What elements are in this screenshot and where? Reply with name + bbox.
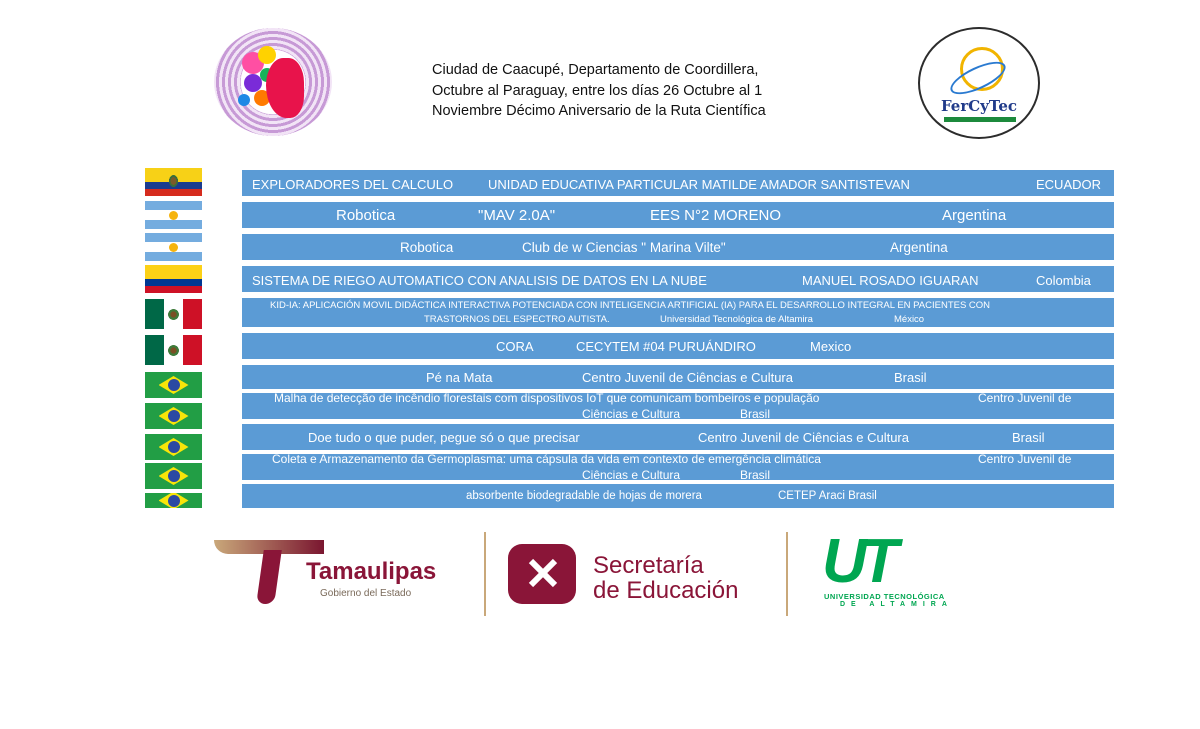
ecuador-flag-icon: [145, 168, 202, 198]
table-row: [242, 393, 1114, 421]
institution-name-continued: Ciências e Cultura: [582, 468, 681, 482]
project-name: "MAV 2.0A": [478, 207, 556, 224]
project-name: EXPLORADORES DEL CALCULO: [252, 177, 454, 192]
category-name: Robotica: [400, 240, 454, 255]
project-name: CORA: [496, 339, 534, 354]
category-name: Robotica: [336, 207, 396, 224]
institution-country: CETEP Araci Brasil: [778, 490, 877, 502]
project-name: Pé na Mata: [426, 370, 493, 385]
table-row: [242, 365, 1114, 391]
institution-name: Club de w Ciencias " Marina Vilte": [522, 240, 726, 255]
table-row: [242, 454, 1114, 482]
argentina-flag-icon: [145, 233, 202, 263]
institution-name: Centro Juvenil de Ciências e Cultura: [698, 430, 909, 445]
country-name: México: [894, 314, 925, 325]
tamaulipas-subtitle: Gobierno del Estado: [320, 588, 412, 599]
mexico-flag-icon: [145, 335, 202, 367]
institution-name: Centro Juvenil de Ciências e Cultura: [582, 370, 793, 385]
table-row: [242, 484, 1114, 510]
ut-mark: UT: [822, 527, 893, 596]
institution-name: EES N°2 MORENO: [650, 207, 782, 224]
ruta-cientifica-logo: [214, 28, 332, 136]
project-name: Doe tudo o que puder, pegue só o que precisar: [308, 430, 580, 445]
project-name: Coleta e Armazenamento da Germoplasma: uma cápsula da vida em contexto de emergência climática: [272, 452, 821, 466]
project-name-continued: TRASTORNOS DEL ESPECTRO AUTISTA.: [424, 314, 610, 325]
project-name: Malha de detecção de incêndio florestais com dispositivos IoT que comunicam bombeiros e população: [274, 391, 820, 405]
project-name: KID-IA: APLICACIÓN MOVIL DIDÁCTICA INTERACTIVA POTENCIADA CON INTELIGENCIA ARTIFICIAL (IA) PARA EL DESARROLLO INTEGRAL EN PACIENTES CON: [270, 300, 991, 311]
country-name: ECUADOR: [1036, 177, 1102, 192]
secretaria-line-2: de Educación: [593, 577, 739, 604]
institution-name: CECYTEM #04 PURUÁNDIRO: [576, 339, 756, 354]
footer-divider: [484, 532, 486, 616]
argentina-flag-icon: [145, 201, 202, 231]
country-name: Argentina: [890, 240, 948, 255]
institution-name-continued: Ciências e Cultura: [582, 407, 681, 421]
brazil-flag-icon: [145, 463, 202, 491]
brazil-flag-icon: [145, 403, 202, 431]
brazil-flag-icon: [145, 434, 202, 462]
table-row: [242, 234, 1114, 262]
secretaria-educacion-text: [593, 553, 738, 603]
country-name: Brasil: [740, 407, 771, 421]
event-description: [432, 60, 832, 122]
brazil-flag-icon: [145, 372, 202, 400]
fercytec-logo-text: FerCyTec: [940, 97, 1018, 115]
country-name: Brasil: [1012, 430, 1045, 445]
table-row: [242, 333, 1114, 361]
ut-name: UNIVERSIDAD TECNOLÓGICA: [824, 592, 945, 601]
brazil-flag-icon: [145, 493, 202, 510]
table-row: [242, 424, 1114, 452]
table-row: [242, 170, 1114, 198]
table-row: [242, 266, 1114, 294]
tamaulipas-title: Tamaulipas: [306, 558, 437, 585]
institution-name: Centro Juvenil de: [978, 391, 1072, 405]
colombia-flag-icon: [145, 265, 202, 295]
country-name: Brasil: [894, 370, 927, 385]
institution-name: Universidad Tecnológica de Altamira: [660, 314, 813, 325]
event-line-3: Noviembre Décimo Aniversario de la Ruta Científica: [432, 103, 766, 119]
institution-name: Centro Juvenil de: [978, 452, 1072, 466]
event-line-2: Octubre al Paraguay, entre los días 26 Octubre al 1: [432, 82, 763, 99]
secretaria-line-1: Secretaría: [593, 552, 704, 579]
country-name: Argentina: [942, 207, 1007, 224]
country-name: Mexico: [810, 339, 852, 354]
mexico-flag-icon: [145, 299, 202, 331]
footer-divider: [786, 532, 788, 616]
table-row: [242, 298, 1114, 329]
project-name: SISTEMA DE RIEGO AUTOMATICO CON ANALISIS DE DATOS EN LA NUBE: [252, 273, 707, 288]
institution-name: UNIDAD EDUCATIVA PARTICULAR MATILDE AMADOR SANTISTEVAN: [488, 177, 910, 192]
country-name: Colombia: [1036, 273, 1091, 288]
pencil-ruler-icon: [508, 544, 576, 604]
country-name: Brasil: [740, 468, 771, 482]
event-line-1: Ciudad de Caacupé, Departamento de Coordillera,: [432, 62, 759, 78]
table-row: [242, 202, 1114, 230]
ut-city: DE ALTAMIRA: [840, 601, 953, 608]
project-name: absorbente biodegradable de hojas de morera: [466, 490, 702, 502]
tamaulipas-logo: [208, 536, 478, 610]
institution-name: MANUEL ROSADO IGUARAN: [802, 273, 979, 288]
fercytec-logo: [918, 27, 1040, 139]
ut-altamira-logo: [822, 527, 978, 610]
